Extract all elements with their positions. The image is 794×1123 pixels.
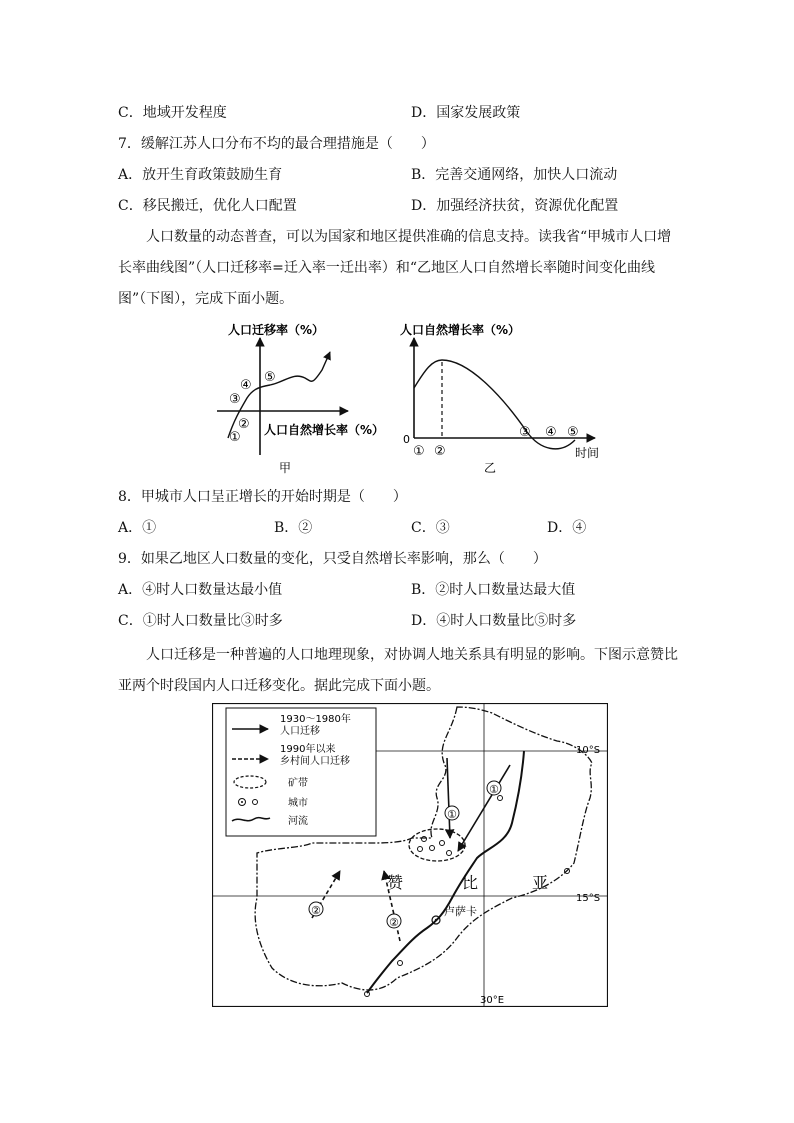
chart-jia-point-3: ③ — [229, 392, 241, 407]
intro-paragraph-1: 人口数量的动态普查，可以为国家和地区提供准确的信息支持。读我省“甲城市人口增长率曲线图”（人口迁移率=迁入率一迁出率）和“乙地区人口自然增长率随时间变化曲线图”（下图），完成下面小题。 — [118, 229, 672, 307]
q7-option-d: D．加强经济扶贫，资源优化配置 — [411, 198, 619, 214]
chart-yi-ylabel: 人口自然增长率（%） — [400, 323, 521, 337]
chart-yi-caption: 乙 — [484, 461, 497, 475]
q8-option-b: B．② — [274, 520, 313, 536]
q7-option-b: B．完善交通网络，加快人口流动 — [411, 167, 618, 183]
q7-stem: 7．缓解江苏人口分布不均的最合理措施是（ ） — [118, 136, 435, 152]
q8-option-d: D．④ — [547, 520, 587, 536]
q7-option-a: A．放开生育政策鼓励生育 — [118, 167, 283, 183]
country-char-1: 赞 — [387, 873, 404, 892]
q9-stem: 9．如果乙地区人口数量的变化，只受自然增长率影响，那么（ ） — [118, 551, 547, 567]
arrow-label-1a: ① — [447, 808, 457, 821]
country-char-3: 亚 — [532, 873, 549, 892]
chart-jia-point-2: ② — [238, 417, 250, 432]
q9-option-c: C．①时人口数量比③时多 — [118, 613, 283, 629]
chart-jia — [217, 322, 384, 475]
country-char-2: 比 — [462, 873, 479, 892]
label-10s: 10°S — [576, 745, 601, 756]
chart-jia-point-5: ⑤ — [264, 370, 276, 385]
intro-paragraph-2: 人口迁移是一种普遍的人口地理现象，对协调人地关系具有明显的影响。下图示意赞比亚两个时段国内人口迁移变化。据此完成下面小题。 — [118, 647, 678, 694]
chart-jia-caption: 甲 — [279, 461, 292, 475]
chart-yi-point-4: ④ — [545, 425, 557, 440]
chart-yi-point-1: ① — [413, 444, 425, 459]
legend-migration1b: 人口迁移 — [280, 726, 320, 737]
legend-mining: 矿带 — [288, 778, 308, 789]
q7-option-c: C．移民搬迁，优化人口配置 — [118, 198, 297, 214]
chart-jia-point-1: ① — [229, 430, 241, 445]
q8-option-a: A．① — [118, 520, 157, 536]
q9-option-d: D．④时人口数量比⑤时多 — [411, 613, 577, 629]
population-charts — [0, 0, 794, 480]
chart-jia-ylabel: 人口迁移率（%） — [228, 323, 325, 337]
arrow-label-2b: ② — [389, 916, 399, 929]
q9-option-b: B．②时人口数量达最大值 — [411, 582, 576, 598]
lusaka-label: 卢萨卡 — [444, 905, 477, 918]
label-15s: 15°S — [576, 893, 601, 904]
legend-river: 河流 — [288, 816, 308, 827]
q6-option-d: D．国家发展政策 — [411, 105, 521, 121]
chart-yi-xlabel: 时间 — [575, 446, 600, 460]
arrow-label-2a: ② — [311, 904, 321, 917]
chart-yi-point-3: ③ — [519, 425, 531, 440]
q8-option-c: C．③ — [411, 520, 450, 536]
chart-yi-point-5: ⑤ — [567, 425, 579, 440]
legend-migration2: 1990年以来 — [280, 744, 336, 755]
chart-yi-point-2: ② — [434, 444, 446, 459]
lusaka-marker-dot — [435, 919, 437, 921]
chart-jia-xlabel: 人口自然增长率（%） — [264, 423, 385, 437]
legend-migration1: 1930～1980年 — [280, 714, 351, 725]
legend-city: 城市 — [288, 798, 308, 809]
chart-yi-origin: 0 — [403, 433, 410, 446]
legend-city-symbol-dot — [241, 801, 243, 803]
arrow-label-1b: ① — [489, 783, 499, 796]
label-30e: 30°E — [480, 995, 505, 1006]
chart-jia-point-4: ④ — [240, 378, 252, 393]
chart-yi — [400, 322, 599, 475]
map-legend — [226, 708, 376, 836]
q8-stem: 8．甲城市人口呈正增长的开始时期是（ ） — [118, 489, 407, 505]
legend-migration2b: 乡村间人口迁移 — [280, 756, 350, 767]
q6-option-c: C．地域开发程度 — [118, 105, 227, 121]
zambia-migration-map — [212, 703, 608, 1007]
q9-option-a: A．④时人口数量达最小值 — [118, 582, 283, 598]
